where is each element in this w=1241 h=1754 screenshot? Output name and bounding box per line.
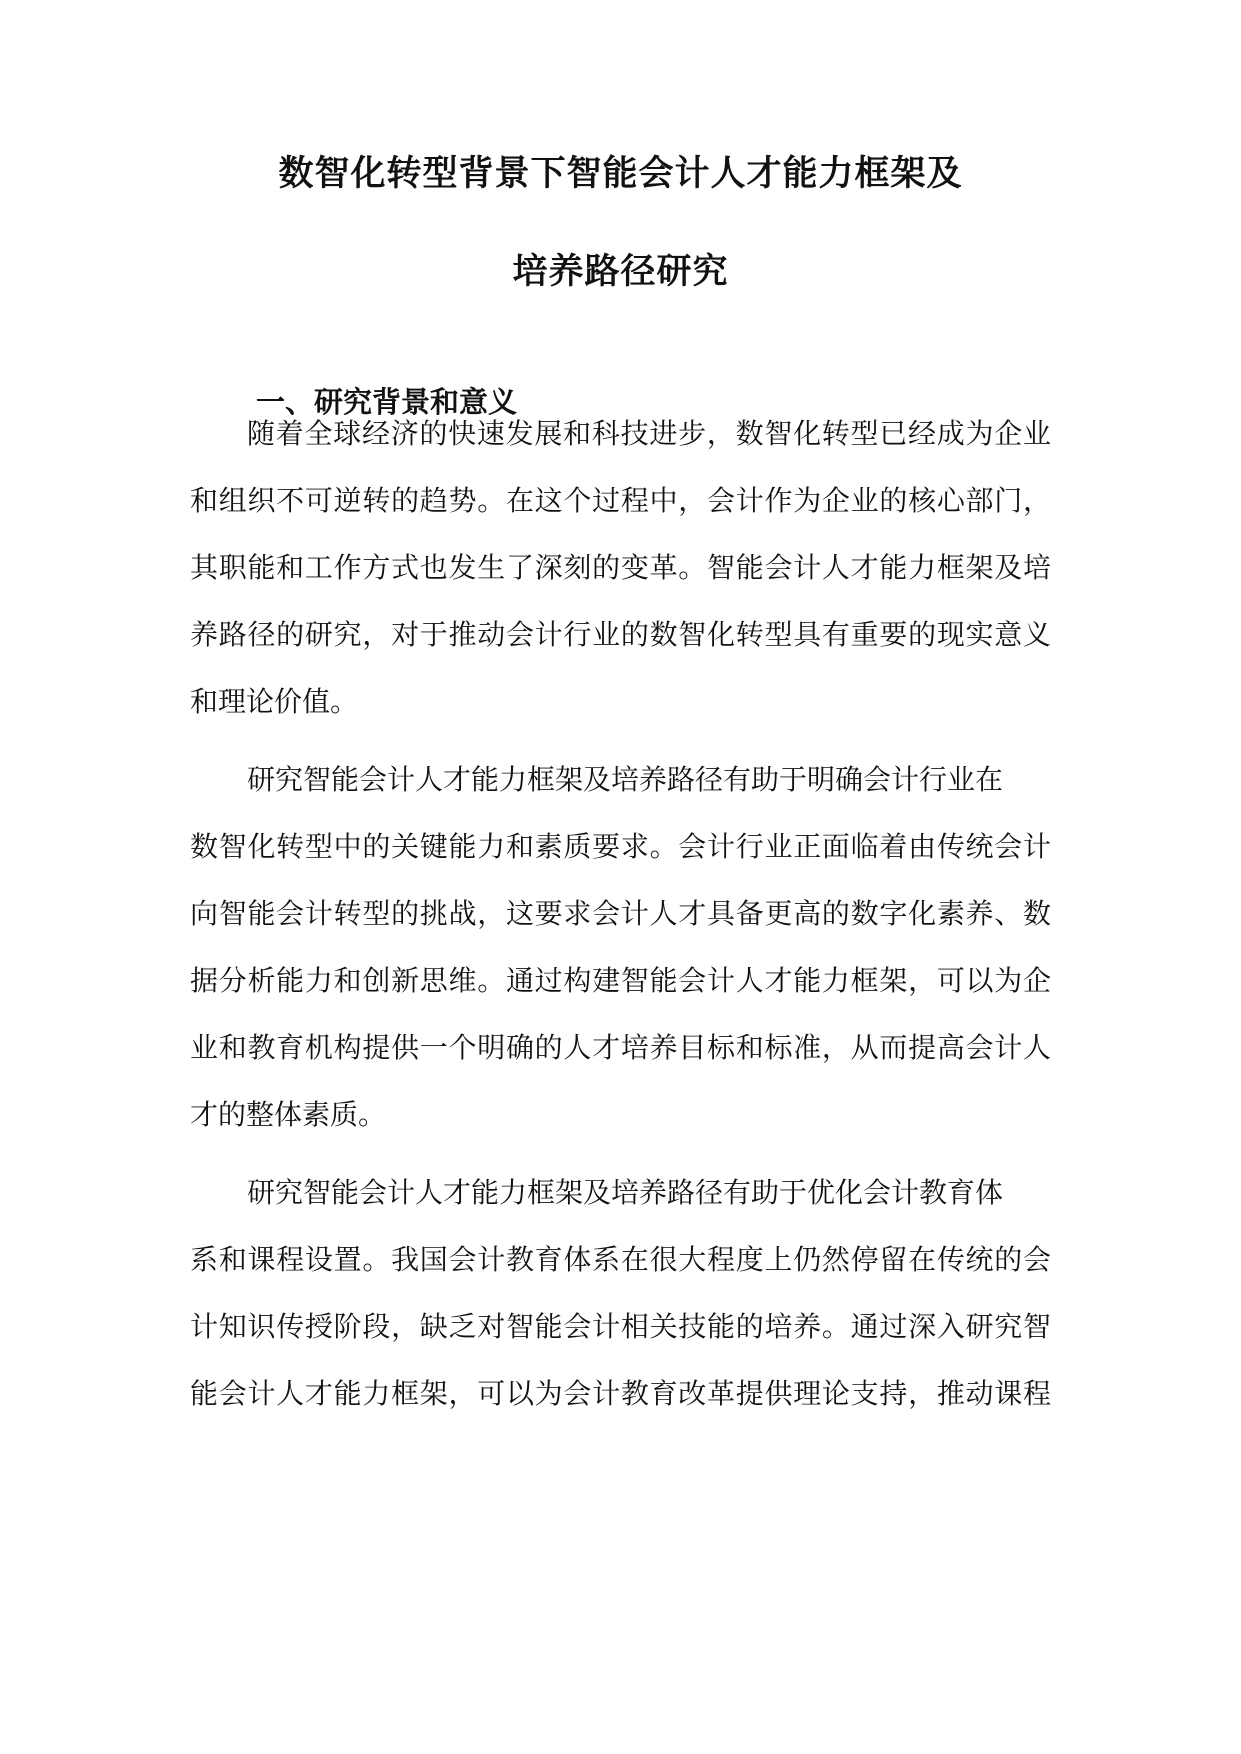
paragraph-2-line-4: 据分析能力和创新思维。通过构建智能会计人才能力框架，可以为企 bbox=[190, 964, 1051, 997]
paragraph-1-line-4: 养路径的研究，对于推动会计行业的数智化转型具有重要的现实意义 bbox=[190, 618, 1051, 651]
paragraph-1-line-2: 和组织不可逆转的趋势。在这个过程中，会计作为企业的核心部门， bbox=[190, 484, 1051, 517]
document-title-line-2: 培养路径研究 bbox=[512, 252, 729, 292]
paragraph-3-line-4: 能会计人才能力框架，可以为会计教育改革提供理论支持，推动课程 bbox=[190, 1377, 1051, 1410]
section-heading: 一、研究背景和意义 bbox=[256, 385, 518, 419]
paragraph-3-line-3: 计知识传授阶段，缺乏对智能会计相关技能的培养。通过深入研究智 bbox=[190, 1310, 1051, 1343]
paragraph-2-line-2: 数智化转型中的关键能力和素质要求。会计行业正面临着由传统会计 bbox=[190, 830, 1051, 863]
paragraph-1-line-3: 其职能和工作方式也发生了深刻的变革。智能会计人才能力框架及培 bbox=[190, 551, 1051, 584]
paragraph-2-line-5: 业和教育机构提供一个明确的人才培养目标和标准，从而提高会计人 bbox=[190, 1031, 1051, 1064]
paragraph-1-line-5: 和理论价值。 bbox=[190, 685, 359, 718]
paragraph-2-line-3: 向智能会计转型的挑战，这要求会计人才具备更高的数字化素养、数 bbox=[190, 897, 1051, 930]
paragraph-2-line-1: 研究智能会计人才能力框架及培养路径有助于明确会计行业在 bbox=[247, 763, 1004, 796]
paragraph-3-line-1: 研究智能会计人才能力框架及培养路径有助于优化会计教育体 bbox=[247, 1176, 1004, 1209]
paragraph-1-line-1: 随着全球经济的快速发展和科技进步，数智化转型已经成为企业 bbox=[247, 417, 1051, 450]
paragraph-2-line-6: 才的整体素质。 bbox=[190, 1098, 387, 1131]
document-title-line-1: 数智化转型背景下智能会计人才能力框架及 bbox=[278, 154, 963, 194]
paragraph-3-line-2: 系和课程设置。我国会计教育体系在很大程度上仍然停留在传统的会 bbox=[190, 1243, 1051, 1276]
